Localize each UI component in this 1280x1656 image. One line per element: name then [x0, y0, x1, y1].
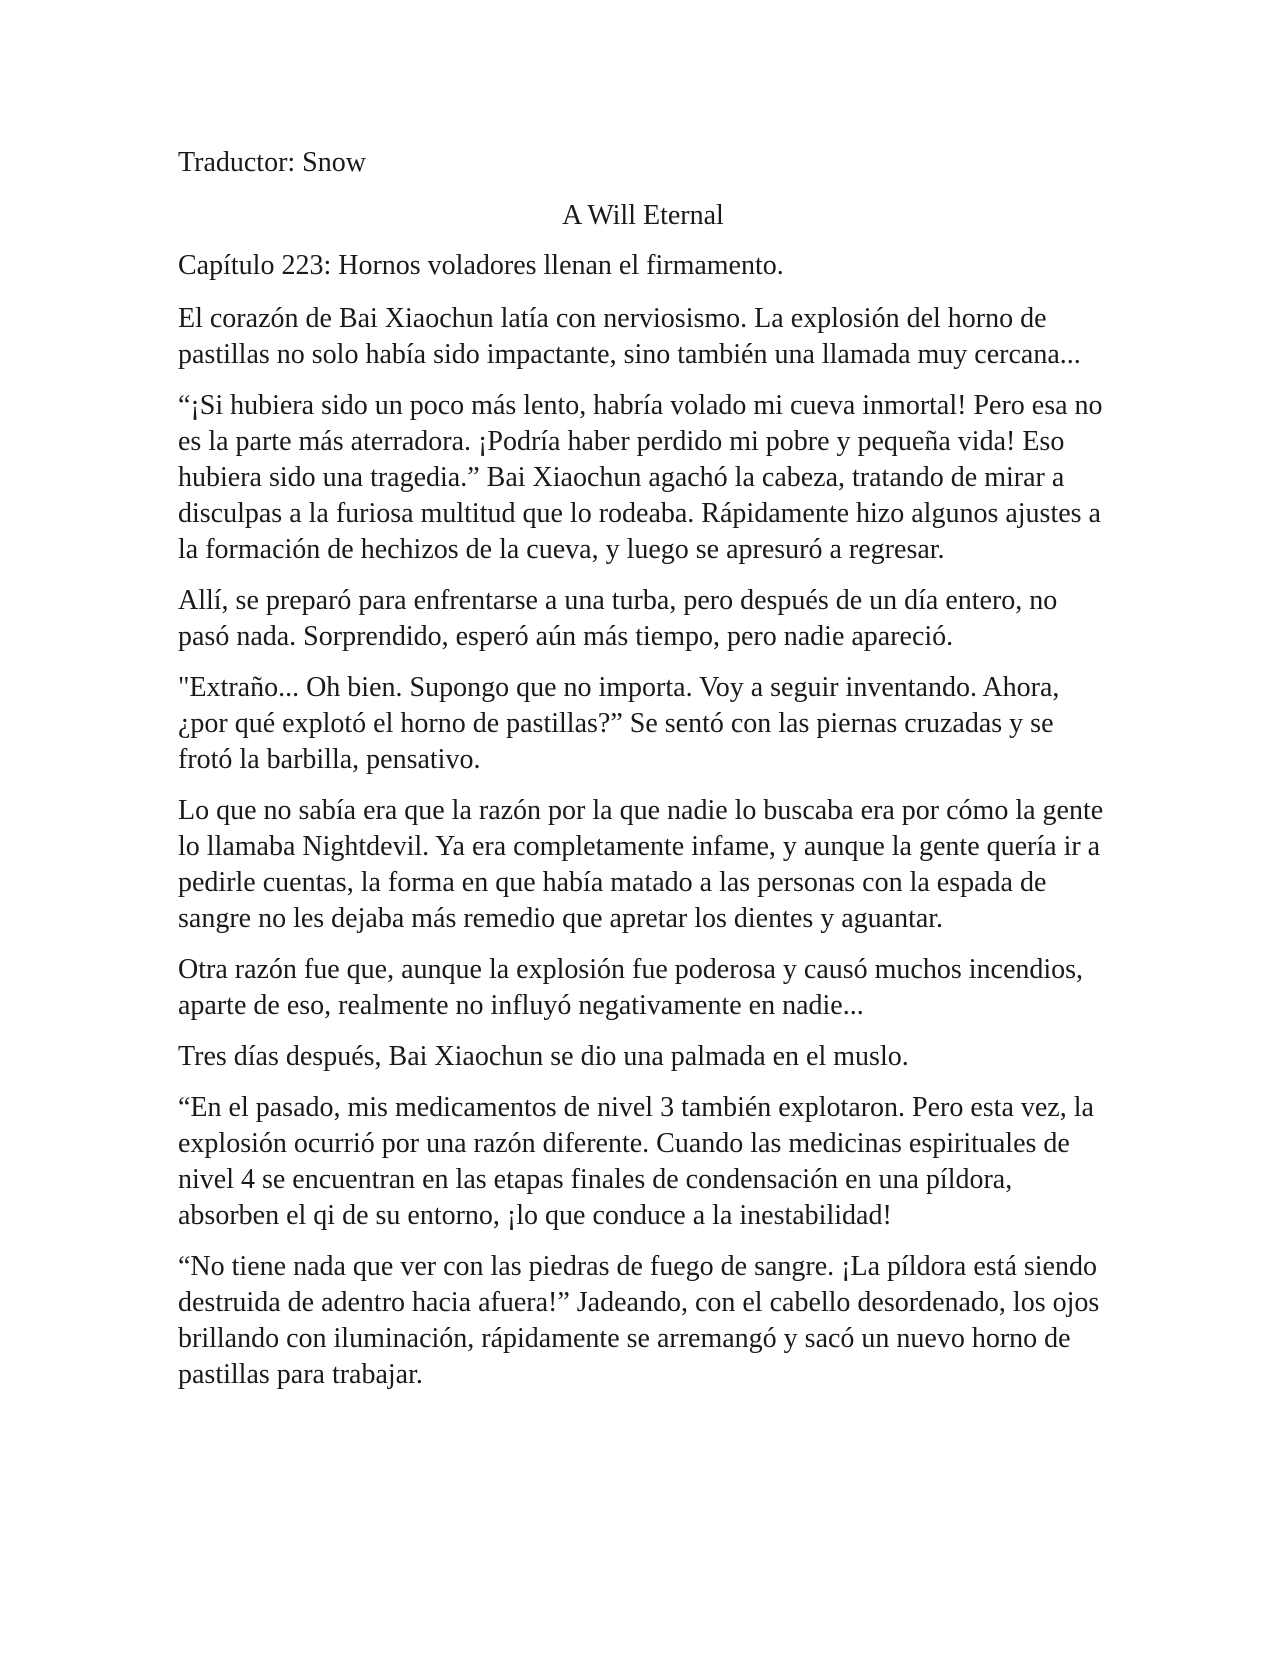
- paragraph: Otra razón fue que, aunque la explosión fue poderosa y causó muchos incendios, aparte de eso, realmente no influyó negativamente en nadie...: [178, 954, 1084, 1021]
- paragraph: “No tiene nada que ver con las piedras de fuego de sangre. ¡La píldora está siendo destruida de adentro hacia afuera!” Jadeando, con el cabello desordenado, los ojos brillando con iluminación, rápidamente se arremangó y sacó un nuevo horno de pastillas para trabajar.: [178, 1251, 1100, 1390]
- paragraph: “¡Si hubiera sido un poco más lento, habría volado mi cueva inmortal! Pero esa no es la parte más aterradora. ¡Podría haber perdido mi pobre y pequeña vida! Eso hubiera sido una tragedia.” Bai Xiaochun agachó la cabeza, tratando de mirar a disculpas a la furiosa multitud que lo rodeaba. Rápidamente hizo algunos ajustes a la formación de hechizos de la cueva, y luego se apresuró a regresar.: [178, 390, 1103, 565]
- paragraph: Lo que no sabía era que la razón por la que nadie lo buscaba era por cómo la gente lo llamaba Nightdevil. Ya era completamente infame, y aunque la gente quería ir a pedirle cuentas, la forma en que había matado a las personas con la espada de sangre no les dejaba más remedio que apretar los dientes y aguantar.: [178, 795, 1104, 934]
- paragraph: Tres días después, Bai Xiaochun se dio una palmada en el muslo.: [178, 1041, 909, 1072]
- paragraph: El corazón de Bai Xiaochun latía con nerviosismo. La explosión del horno de pastillas no solo había sido impactante, sino también una llamada muy cercana...: [178, 303, 1081, 370]
- paragraph: “En el pasado, mis medicamentos de nivel 3 también explotaron. Pero esta vez, la explosión ocurrió por una razón diferente. Cuando las medicinas espirituales de nivel 4 se encuentran en las etapas finales de condensación en una píldora, absorben el qi de su entorno, ¡lo que conduce a la inestabilidad!: [178, 1092, 1094, 1231]
- translator-credit: Traductor: Snow: [178, 147, 366, 178]
- document-body: [178, 145, 1108, 1408]
- paragraph: Allí, se preparó para enfrentarse a una turba, pero después de un día entero, no pasó nada. Sorprendido, esperó aún más tiempo, pero nadie apareció.: [178, 585, 1058, 652]
- document-title: A Will Eternal: [562, 200, 724, 231]
- chapter-heading: Capítulo 223: Hornos voladores llenan el firmamento.: [178, 250, 784, 281]
- paragraph: "Extraño... Oh bien. Supongo que no importa. Voy a seguir inventando. Ahora, ¿por qué explotó el horno de pastillas?” Se sentó con las piernas cruzadas y se frotó la barbilla, pensativo.: [178, 672, 1060, 775]
